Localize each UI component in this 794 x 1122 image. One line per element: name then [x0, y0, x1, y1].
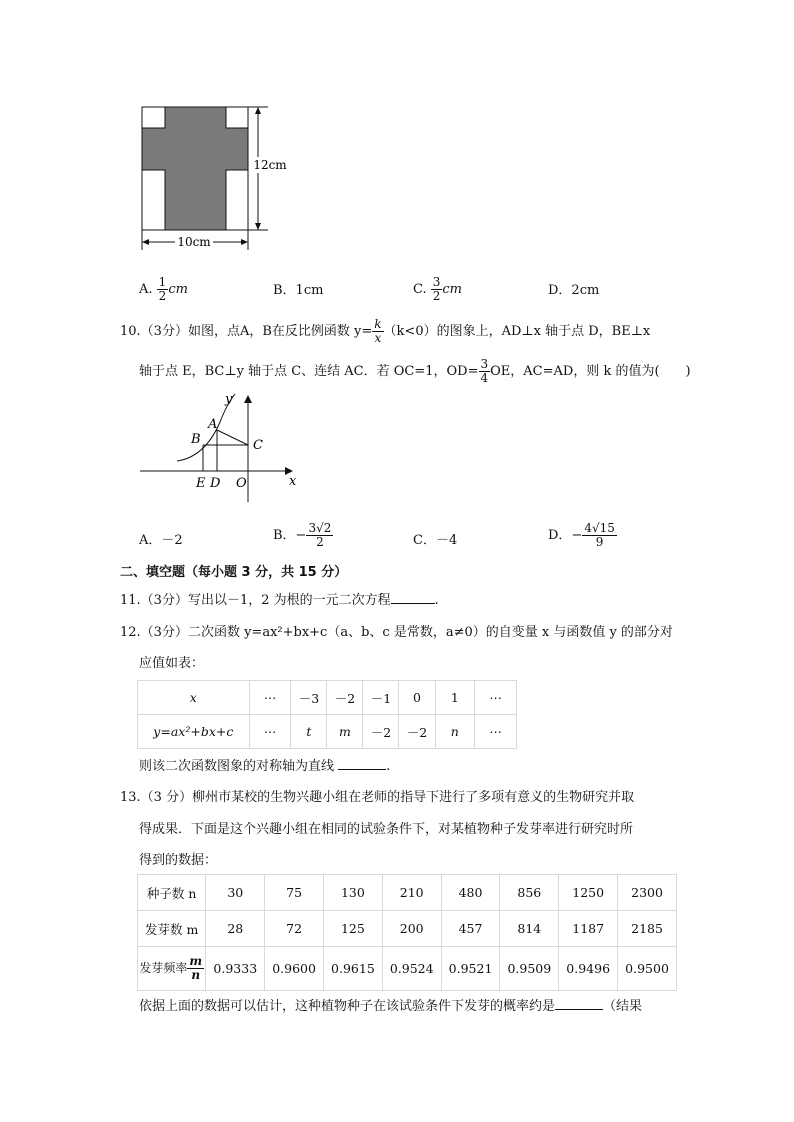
label-o: O: [236, 476, 247, 491]
q13-line2: 得成果．下面是这个兴趣小组在相同的试验条件下，对某植物种子发芽率进行研究时所: [139, 822, 634, 837]
q9-option-c: C. $\frac{3}{2}$ cm: [413, 275, 463, 303]
q13-last-line: 依据上面的数据可以估计，这种植物种子在该试验条件下发芽的概率约是 （结果: [139, 999, 643, 1014]
label-d: D: [210, 476, 221, 491]
q9-figure: [130, 100, 300, 260]
q12-line1: 12.（3分）二次函数 y=ax²+bx+c（a、b、c 是常数，a≠0）的自变量 x 与函数值 y 的部分对: [120, 625, 673, 640]
answer-blank: [338, 769, 386, 770]
q10-option-c: C．－4: [413, 533, 458, 548]
q10-option-b: B．− $\frac{3√2}{2}$: [273, 521, 332, 549]
q13-line3: 得到的数据：: [139, 853, 218, 868]
answer-blank: [555, 1009, 603, 1010]
height-label: 12cm: [253, 158, 287, 172]
label-b: B: [191, 432, 201, 447]
q10-line1: 10.（3分）如图，点A，B在反比例函数 y= $\frac{k}{x}$ （k<0）的图象上，AD⊥x 轴于点 D，BE⊥x: [120, 317, 651, 345]
q10-line2: 轴于点 E，BC⊥y 轴于点 C、连结 AC．若 OC=1，OD= $\frac{3}{4}$ OE，AC=AD，则 k 的值为( ): [139, 357, 691, 385]
q13-table: [137, 874, 677, 991]
table-row: 发芽频率 $\frac{m}{n}$ 0.9333 0.9600 0.9615 0.9524 0.9521 0.9509 0.9496 0.9500: [138, 947, 677, 991]
table-row: x ⋯ －3 －2 －1 0 1 ⋯: [138, 681, 517, 715]
fraction: $\frac{3}{2}$: [432, 275, 441, 303]
answer-blank: [391, 603, 435, 604]
fraction: $\frac{1}{2}$: [158, 275, 167, 303]
label-a: A: [208, 417, 218, 432]
width-label: 10cm: [177, 235, 211, 249]
q10-option-d: D．− $\frac{4√15}{9}$: [548, 521, 615, 549]
q9-option-b: B．1cm: [273, 283, 324, 298]
table-row: 种子数 n 30 75 130 210 480 856 1250 2300: [138, 875, 677, 911]
table-row: y=ax²+bx+c ⋯ t m －2 －2 n ⋯: [138, 715, 517, 749]
label-y: y: [225, 392, 233, 407]
label-c: C: [253, 438, 263, 453]
label-e: E: [196, 476, 206, 491]
q13-line1: 13.（3 分）柳州市某校的生物兴趣小组在老师的指导下进行了多项有意义的生物研究并取: [120, 790, 635, 805]
q12-table: [137, 680, 517, 749]
q11: 11.（3分）写出以－1，2 为根的一元二次方程 .: [120, 593, 439, 608]
q9-option-d: D．2cm: [548, 283, 600, 298]
section-title: 二、填空题（每小题 3 分，共 15 分）: [120, 565, 348, 580]
q12-line2: 应值如表：: [139, 656, 205, 671]
q9-option-a: A. $\frac{1}{2}$ cm: [139, 275, 188, 303]
q12-after: 则该二次函数图象的对称轴为直线 .: [139, 759, 391, 774]
label-x: x: [289, 474, 297, 489]
table-row: 发芽数 m 28 72 125 200 457 814 1187 2185: [138, 911, 677, 947]
q10-figure: [135, 392, 310, 502]
q10-option-a: A．－2: [139, 533, 183, 548]
